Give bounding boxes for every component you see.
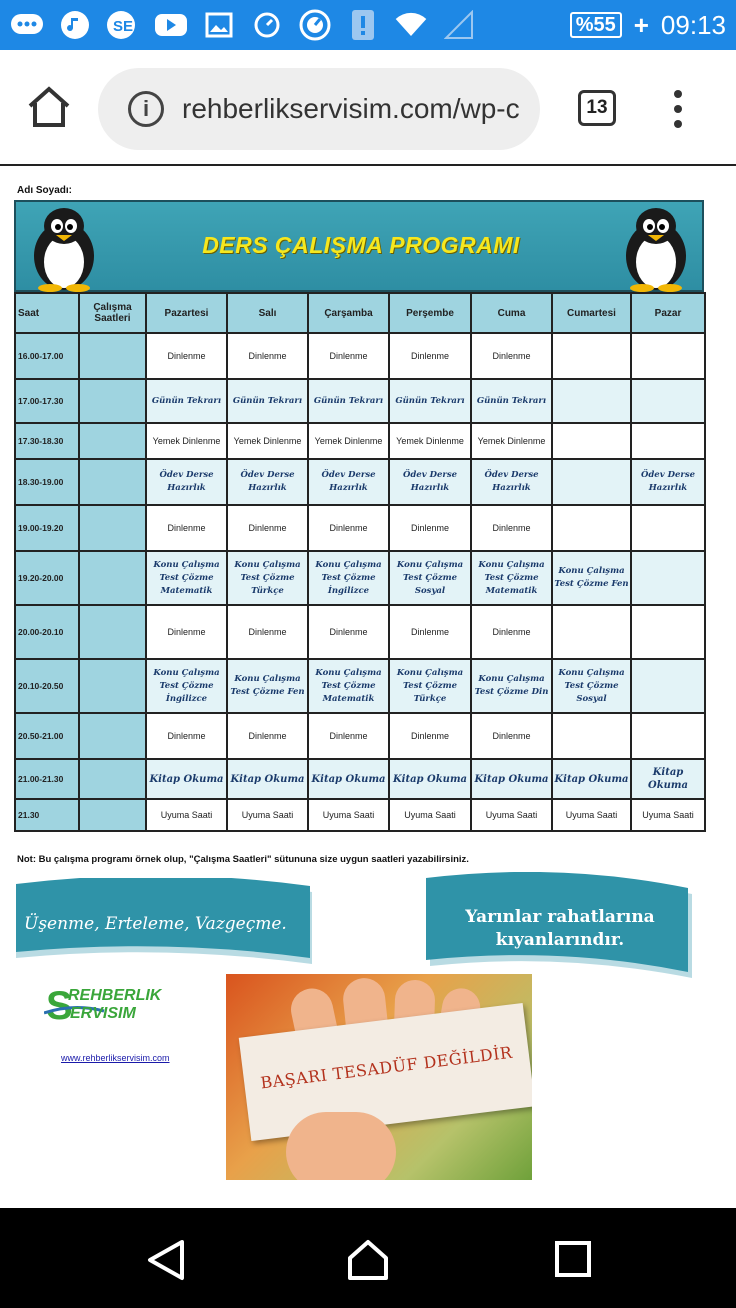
schedule-cell: Ödev Derse Hazırlık — [471, 459, 552, 505]
home-icon — [26, 84, 72, 130]
program-title: DERS ÇALIŞMA PROGRAMI — [202, 232, 520, 258]
schedule-cell: Dinlenme — [308, 333, 389, 379]
tab-switcher-button[interactable]: 13 — [578, 90, 616, 126]
study-hours-cell — [79, 659, 146, 713]
schedule-cell: Ödev Derse Hazırlık — [227, 459, 308, 505]
schedule-cell: Dinlenme — [227, 713, 308, 759]
svg-text:SE: SE — [113, 18, 134, 35]
schedule-cell: Dinlenme — [146, 505, 227, 551]
schedule-cell: Günün Tekrarı — [227, 379, 308, 423]
table-row — [15, 713, 705, 759]
schedule-cell: Kitap Okuma — [146, 759, 227, 799]
time-cell: 18.30-19.00 — [15, 459, 79, 505]
schedule-cell — [631, 333, 705, 379]
schedule-cell — [631, 423, 705, 459]
schedule-cell: Yemek Dinlenme — [308, 423, 389, 459]
schedule-cell — [631, 379, 705, 423]
overflow-menu-icon[interactable] — [670, 90, 686, 128]
gallery-icon — [202, 10, 236, 40]
logo-text: REHBERLIK — [68, 987, 162, 1004]
motto-ribbon-left — [14, 878, 314, 966]
study-hours-cell — [79, 423, 146, 459]
schedule-cell: Uyuma Saati — [471, 799, 552, 831]
header-cell: Cumartesi — [552, 293, 631, 333]
schedule-cell: Konu Çalışma Test Çözme İngilizce — [146, 659, 227, 713]
schedule-cell: Dinlenme — [146, 333, 227, 379]
url-text: rehberlikservisim.com/wp-c — [182, 93, 520, 124]
schedule-cell: Dinlenme — [308, 605, 389, 659]
table-header-row — [15, 293, 705, 333]
time-cell: 20.50-21.00 — [15, 713, 79, 759]
home-button[interactable] — [26, 84, 72, 130]
schedule-cell: Günün Tekrarı — [471, 379, 552, 423]
schedule-cell: Konu Çalışma Test Çözme Sosyal — [389, 551, 471, 605]
schedule-cell: Yemek Dinlenme — [146, 423, 227, 459]
table-row — [15, 379, 705, 423]
name-label: Adı Soyadı: — [17, 185, 73, 196]
alert-icon — [346, 10, 380, 40]
schedule-cell: Ödev Derse Hazırlık — [389, 459, 471, 505]
time-cell: 16.00-17.00 — [15, 333, 79, 379]
header-cell: Pazar — [631, 293, 705, 333]
website-link[interactable]: www.rehberlikservisim.com — [61, 1053, 170, 1063]
schedule-cell — [552, 379, 631, 423]
header-cell: Perşembe — [389, 293, 471, 333]
schedule-cell: Konu Çalışma Test Çözme Türkçe — [227, 551, 308, 605]
schedule-cell: Ödev Derse Hazırlık — [308, 459, 389, 505]
back-button[interactable] — [144, 1238, 188, 1282]
schedule-cell: Konu Çalışma Test Çözme Matematik — [308, 659, 389, 713]
motto-right-line: kıyanlarındır. — [495, 930, 625, 950]
logo-text: ERVISIM — [70, 1005, 136, 1022]
header-cell: Saat — [15, 293, 79, 333]
schedule-cell: Dinlenme — [389, 505, 471, 551]
schedule-cell: Dinlenme — [471, 505, 552, 551]
chat-icon — [10, 10, 44, 40]
schedule-cell: Dinlenme — [227, 333, 308, 379]
schedule-cell: Uyuma Saati — [146, 799, 227, 831]
navigation-bar — [0, 1208, 736, 1308]
schedule-cell: Konu Çalışma Test Çözme Fen — [552, 551, 631, 605]
motto-ribbon-right — [424, 872, 696, 982]
schedule-table — [14, 292, 706, 832]
table-row — [15, 333, 705, 379]
study-hours-cell — [79, 551, 146, 605]
schedule-cell — [631, 605, 705, 659]
time-cell: 17.00-17.30 — [15, 379, 79, 423]
table-row — [15, 505, 705, 551]
schedule-cell: Dinlenme — [389, 713, 471, 759]
schedule-cell: Yemek Dinlenme — [389, 423, 471, 459]
table-row — [15, 423, 705, 459]
time-cell: 21.30 — [15, 799, 79, 831]
home-nav-button[interactable] — [346, 1238, 390, 1282]
schedule-cell — [631, 659, 705, 713]
schedule-cell: Yemek Dinlenme — [471, 423, 552, 459]
schedule-cell — [552, 713, 631, 759]
status-right — [570, 10, 726, 41]
schedule-cell: Uyuma Saati — [227, 799, 308, 831]
table-row — [15, 759, 705, 799]
schedule-cell: Günün Tekrarı — [146, 379, 227, 423]
svg-text:S: S — [46, 984, 73, 1025]
signal-icon — [442, 10, 476, 40]
study-hours-cell — [79, 799, 146, 831]
document-image — [0, 168, 736, 1208]
schedule-cell — [552, 333, 631, 379]
time-cell: 19.20-20.00 — [15, 551, 79, 605]
home-icon — [346, 1238, 390, 1282]
header-cell: Çalışma Saatleri — [79, 293, 146, 333]
wifi-icon — [394, 10, 428, 40]
schedule-cell: Uyuma Saati — [631, 799, 705, 831]
table-row — [15, 459, 705, 505]
header-cell: Pazartesi — [146, 293, 227, 333]
schedule-cell: Kitap Okuma — [308, 759, 389, 799]
card-text: BAŞARI TESADÜF DEĞİLDİR — [259, 1042, 514, 1093]
header-cell: Cuma — [471, 293, 552, 333]
study-hours-cell — [79, 379, 146, 423]
schedule-cell: Dinlenme — [146, 713, 227, 759]
schedule-cell: Konu Çalışma Test Çözme Türkçe — [389, 659, 471, 713]
info-icon[interactable]: i — [128, 91, 164, 127]
time-cell: 19.00-19.20 — [15, 505, 79, 551]
schedule-cell — [631, 551, 705, 605]
schedule-cell: Dinlenme — [389, 333, 471, 379]
table-row — [15, 799, 705, 831]
study-hours-cell — [79, 713, 146, 759]
schedule-cell: Dinlenme — [471, 713, 552, 759]
schedule-cell — [631, 505, 705, 551]
note-text: Not: Bu çalışma programı örnek olup, "Çalışma Saatleri" sütununa size uygun saatleri yazabilirsiniz. — [17, 854, 469, 865]
schedule-cell — [631, 713, 705, 759]
table-row — [15, 659, 705, 713]
study-hours-cell — [79, 505, 146, 551]
schedule-cell: Dinlenme — [227, 505, 308, 551]
study-hours-cell — [79, 459, 146, 505]
url-bar[interactable] — [98, 68, 540, 150]
schedule-cell: Kitap Okuma — [471, 759, 552, 799]
schedule-cell — [552, 605, 631, 659]
schedule-cell: Uyuma Saati — [389, 799, 471, 831]
study-hours-cell — [79, 759, 146, 799]
schedule-cell: Dinlenme — [308, 713, 389, 759]
rehberlik-servisim-logo — [44, 983, 174, 1025]
motto-right-line: Yarınlar rahatlarına — [465, 907, 655, 927]
schedule-cell: Konu Çalışma Test Çözme Matematik — [146, 551, 227, 605]
schedule-cell: Kitap Okuma — [389, 759, 471, 799]
back-icon — [144, 1238, 188, 1282]
message-card — [239, 1003, 532, 1141]
schedule-cell: Dinlenme — [471, 333, 552, 379]
title-banner — [14, 200, 704, 292]
speed-icon — [250, 10, 284, 40]
time-cell: 21.00-21.30 — [15, 759, 79, 799]
browser-toolbar — [0, 50, 736, 166]
schedule-cell: Kitap Okuma — [552, 759, 631, 799]
schedule-cell: Ödev Derse Hazırlık — [146, 459, 227, 505]
gauge-icon — [298, 10, 332, 40]
clock: 09:13 — [660, 9, 726, 40]
schedule-cell — [552, 459, 631, 505]
schedule-cell: Dinlenme — [308, 505, 389, 551]
battery-indicator: %55 — [570, 12, 622, 38]
table-row — [15, 605, 705, 659]
charging-icon: + — [633, 9, 649, 40]
motto-left-text: Üşenme, Erteleme, Vazgeçme. — [24, 914, 287, 934]
schedule-cell: Konu Çalışma Test Çözme Din — [471, 659, 552, 713]
recents-icon — [552, 1238, 596, 1282]
schedule-cell — [552, 423, 631, 459]
success-photo — [226, 974, 532, 1180]
schedule-cell — [552, 505, 631, 551]
schedule-cell: Konu Çalışma Test Çözme Sosyal — [552, 659, 631, 713]
schedule-cell: Dinlenme — [471, 605, 552, 659]
time-cell: 20.00-20.10 — [15, 605, 79, 659]
motto-right-text — [438, 906, 682, 952]
schedule-cell: Ödev Derse Hazırlık — [631, 459, 705, 505]
header-cell: Çarşamba — [308, 293, 389, 333]
music-icon — [58, 10, 92, 40]
status-bar — [0, 0, 736, 50]
header-cell: Salı — [227, 293, 308, 333]
schedule-cell: Konu Çalışma Test Çözme Matematik — [471, 551, 552, 605]
schedule-cell: Uyuma Saati — [552, 799, 631, 831]
study-hours-cell — [79, 333, 146, 379]
schedule-cell: Uyuma Saati — [308, 799, 389, 831]
study-hours-cell — [79, 605, 146, 659]
recents-button[interactable] — [552, 1238, 596, 1282]
schedule-cell: Dinlenme — [389, 605, 471, 659]
notification-icons — [10, 10, 476, 40]
schedule-cell: Kitap Okuma — [227, 759, 308, 799]
time-cell: 20.10-20.50 — [15, 659, 79, 713]
time-cell: 17.30-18.30 — [15, 423, 79, 459]
schedule-cell: Kitap Okuma — [631, 759, 705, 799]
youtube-icon — [154, 10, 188, 40]
schedule-cell: Günün Tekrarı — [389, 379, 471, 423]
schedule-cell: Konu Çalışma Test Çözme İngilizce — [308, 551, 389, 605]
schedule-cell: Dinlenme — [146, 605, 227, 659]
se-icon — [106, 10, 140, 40]
schedule-cell: Dinlenme — [227, 605, 308, 659]
schedule-cell: Yemek Dinlenme — [227, 423, 308, 459]
table-row — [15, 551, 705, 605]
schedule-cell: Günün Tekrarı — [308, 379, 389, 423]
schedule-cell: Konu Çalışma Test Çözme Fen — [227, 659, 308, 713]
penguin-icon — [614, 204, 698, 292]
